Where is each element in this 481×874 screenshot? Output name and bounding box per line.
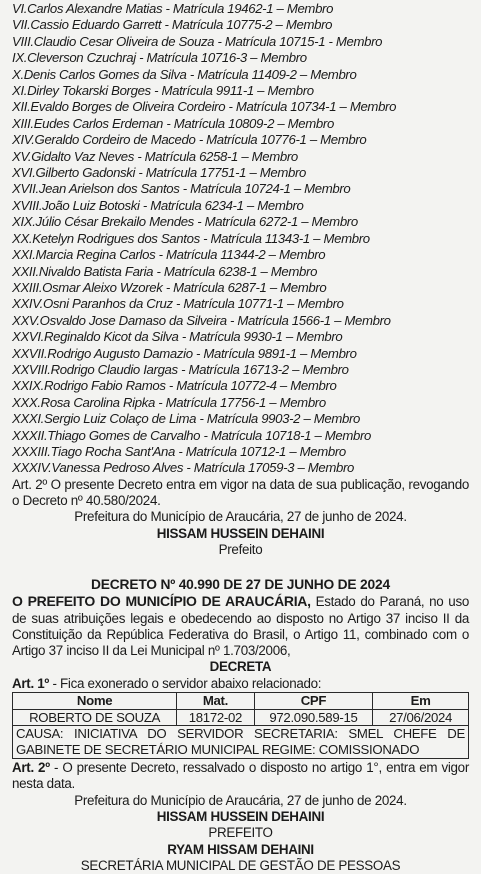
cell-cpf: 972.090.589-15 (254, 709, 373, 726)
cause-row (13, 726, 469, 759)
col-header-em: Em (373, 693, 469, 710)
col-header-cpf: CPF (254, 693, 373, 710)
list-item: XXIV.Osni Paranhos da Cruz - Matrícula 10771-1 – Membro (12, 296, 344, 312)
first-decree-place-date: Prefeitura do Município de Araucária, 27 de junho de 2024. (74, 509, 407, 525)
list-item: XXVIII.Rodrigo Claudio Iargas - Matrícula 16713-2 – Membro (12, 361, 349, 377)
cosigner-role: SECRETÁRIA MUNICIPAL DE GESTÃO DE PESSOAS (80, 857, 401, 873)
art1-label: Art. 1º (12, 675, 50, 691)
list-item: XXVII.Rodrigo Augusto Damazio - Matrícula 9891-1 – Membro (12, 345, 357, 361)
cause-cell: CAUSA: INICIATIVA DO SERVIDOR SECRETARIA: SMEL CHEFE DE GABINETE DE SECRETÁRIO MUNICIPAL REGIME: COMISSIONADO (13, 726, 469, 759)
second-decree-signer-name: HISSAM HUSSEIN DEHAINI (156, 808, 325, 824)
cell-mat: 18172-02 (177, 709, 255, 726)
cosigner-name: RYAM HISSAM DEHAINI (167, 841, 314, 857)
list-item: XXIX.Rodrigo Fabio Ramos - Matrícula 10772-4 – Membro (12, 378, 337, 394)
first-decree-art2: Art. 2º O presente Decreto entra em vigor na data de sua publicação, revogando o Decreto nº 40.580/2024. (12, 476, 469, 509)
list-item: XVI.Gilberto Gadonski - Matrícula 17751-1 – Membro (12, 165, 307, 181)
list-item: XIII.Eudes Carlos Erdeman - Matrícula 10809-2 – Membro (12, 115, 334, 131)
cell-em: 27/06/2024 (373, 709, 469, 726)
list-item: IX.Cleverson Czuchraj - Matrícula 10716-3 – Membro (12, 50, 307, 66)
second-decree-place-date: Prefeitura do Município de Araucária, 27 de junho de 2024. (74, 792, 407, 808)
col-header-mat: Mat. (177, 693, 255, 710)
table-row (13, 709, 469, 726)
list-item: XXXI.Sergio Luiz Colaço de Lima - Matrícula 9903-2 – Membro (12, 411, 361, 427)
second-decree-signer-role: PREFEITO (208, 825, 273, 841)
list-item: XXVI.Reginaldo Kicot da Silva - Matrícula 9930-1 – Membro (12, 329, 343, 345)
exoneration-table (12, 692, 469, 759)
list-item: XVII.Jean Arielson dos Santos - Matrícula 10724-1 – Membro (12, 181, 351, 197)
list-item: VIII.Claudio Cesar Oliveira de Souza - Matrícula 10715-1 - Membro (12, 33, 383, 49)
list-item: VI.Carlos Alexandre Matias - Matrícula 19462-1 – Membro (12, 1, 334, 16)
decree-preamble (12, 593, 469, 659)
preamble-lead: O PREFEITO DO MUNICÍPIO DE ARAUCÁRIA, (12, 593, 311, 610)
list-item: XIV.Geraldo Cordeiro de Macedo - Matrícula 10776-1 – Membro (12, 132, 367, 148)
list-item: XI.Dirley Tokarski Borges - Matrícula 9911-1 – Membro (12, 83, 314, 99)
list-item: XXIII.Osmar Aleixo Wzorek - Matrícula 6287-1 – Membro (12, 279, 327, 295)
table-header-row (13, 693, 469, 710)
list-item: XIX.Júlio César Brekailo Mendes - Matrícula 6272-1 – Membro (12, 214, 358, 230)
list-item: XXXIII.Tiago Rocha Sant'Ana - Matrícula 10712-1 – Membro (12, 443, 346, 459)
list-item: XX.Ketelyn Rodrigues dos Santos - Matrícula 11343-1 – Membro (12, 230, 370, 246)
art2-label: Art. 2º (12, 760, 50, 776)
decreta-heading: DECRETA (209, 659, 272, 675)
list-item: X.Denis Carlos Gomes da Silva - Matrícula 11409-2 – Membro (12, 66, 357, 82)
first-decree-signer-name: HISSAM HUSSEIN DEHAINI (156, 525, 325, 541)
first-decree-signer-role: Prefeito (218, 541, 263, 557)
art1-text: - Fica exonerado o servidor abaixo relacionado: (49, 675, 322, 691)
list-item: XVIII.João Luiz Botoski - Matrícula 6234-1 – Membro (12, 197, 304, 213)
list-item: XXV.Osvaldo Jose Damaso da Silveira - Matrícula 1566-1 – Membro (12, 312, 391, 328)
list-item: XXII.Nivaldo Batista Faria - Matrícula 6238-1 – Membro (12, 263, 318, 279)
art2-text: - O presente Decreto, ressalvado o disposto no artigo 1°, entra em vigor nesta data. (12, 760, 469, 792)
preamble-text: Estado do Paraná, no uso de suas atribuições legais e obedecendo ao disposto no Artigo 37 inciso II da Constituição da República Federativa do Brasil, o Artigo 11, combinado com o Artigo 37 inciso II da Lei Municipal nº 1.703/2006, (12, 594, 469, 659)
list-item: XXXIV.Vanessa Pedroso Alves - Matrícula 17059-3 – Membro (12, 460, 355, 476)
section-spacer (12, 558, 469, 576)
art2 (12, 760, 469, 793)
list-item: XII.Evaldo Borges de Oliveira Cordeiro - Matrícula 10734-1 – Membro (12, 99, 397, 115)
member-list (12, 1, 469, 477)
list-item: XXX.Rosa Carolina Ripka - Matrícula 17756-1 – Membro (12, 394, 326, 410)
art1 (12, 676, 469, 692)
col-header-nome: Nome (13, 693, 177, 710)
cell-nome: ROBERTO DE SOUZA (13, 709, 177, 726)
list-item: VII.Cassio Eduardo Garrett - Matrícula 10775-2 – Membro (12, 17, 333, 33)
list-item: XXXII.Thiago Gomes de Carvalho - Matrícula 10718-1 – Membro (12, 427, 372, 443)
document-page (0, 1, 481, 871)
list-item: XV.Gidalto Vaz Neves - Matrícula 6258-1 – Membro (12, 148, 298, 164)
decree-title: DECRETO Nº 40.990 DE 27 DE JUNHO DE 2024 (91, 577, 390, 593)
list-item: XXI.Marcia Regina Carlos - Matrícula 11344-2 – Membro (12, 247, 326, 263)
